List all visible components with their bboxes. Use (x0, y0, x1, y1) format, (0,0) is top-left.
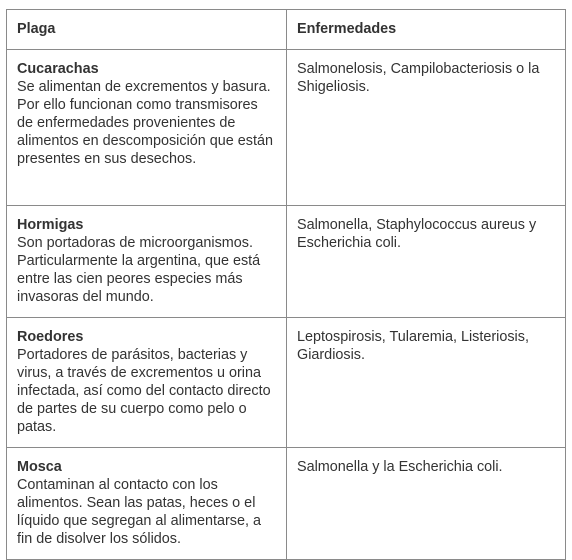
pest-description: Portadores de parásitos, bacterias y virus, a través de excrementos u orina infectada, así como del contacto directo de partes de su cuerpo como pelo o patas. (17, 347, 271, 435)
header-enfermedades: Enfermedades (287, 10, 566, 50)
pest-name: Hormigas (17, 217, 84, 233)
pest-cell (7, 206, 287, 318)
header-plaga: Plaga (7, 10, 287, 50)
table-row (7, 206, 566, 318)
table-row (7, 448, 566, 560)
pest-name: Roedores (17, 329, 84, 345)
diseases-cell: Leptospirosis, Tularemia, Listeriosis, Giardiosis. (287, 318, 566, 448)
pest-name: Cucarachas (17, 61, 99, 77)
diseases-cell: Salmonelosis, Campilobacteriosis o la Shigeliosis. (287, 50, 566, 206)
pest-cell (7, 448, 287, 560)
pest-cell (7, 50, 287, 206)
table-header-row (7, 10, 566, 50)
pest-description: Se alimentan de excrementos y basura. Por ello funcionan como transmisores de enfermedades provenientes de alimentos en descomposición que están presentes en sus desechos. (17, 79, 273, 167)
pest-description: Contaminan al contacto con los alimentos. Sean las patas, heces o el líquido que segregan al alimentarse, a fin de disolver los sólidos. (17, 477, 262, 547)
pests-diseases-table (6, 9, 566, 560)
table-row (7, 50, 566, 206)
diseases-cell: Salmonella y la Escherichia coli. (287, 448, 566, 560)
table-row (7, 318, 566, 448)
pest-description: Son portadoras de microorganismos. Particularmente la argentina, que está entre las cien peores especies más invasoras del mundo. (17, 235, 261, 305)
diseases-cell: Salmonella, Staphylococcus aureus y Escherichia coli. (287, 206, 566, 318)
pest-name: Mosca (17, 459, 62, 475)
pest-cell (7, 318, 287, 448)
